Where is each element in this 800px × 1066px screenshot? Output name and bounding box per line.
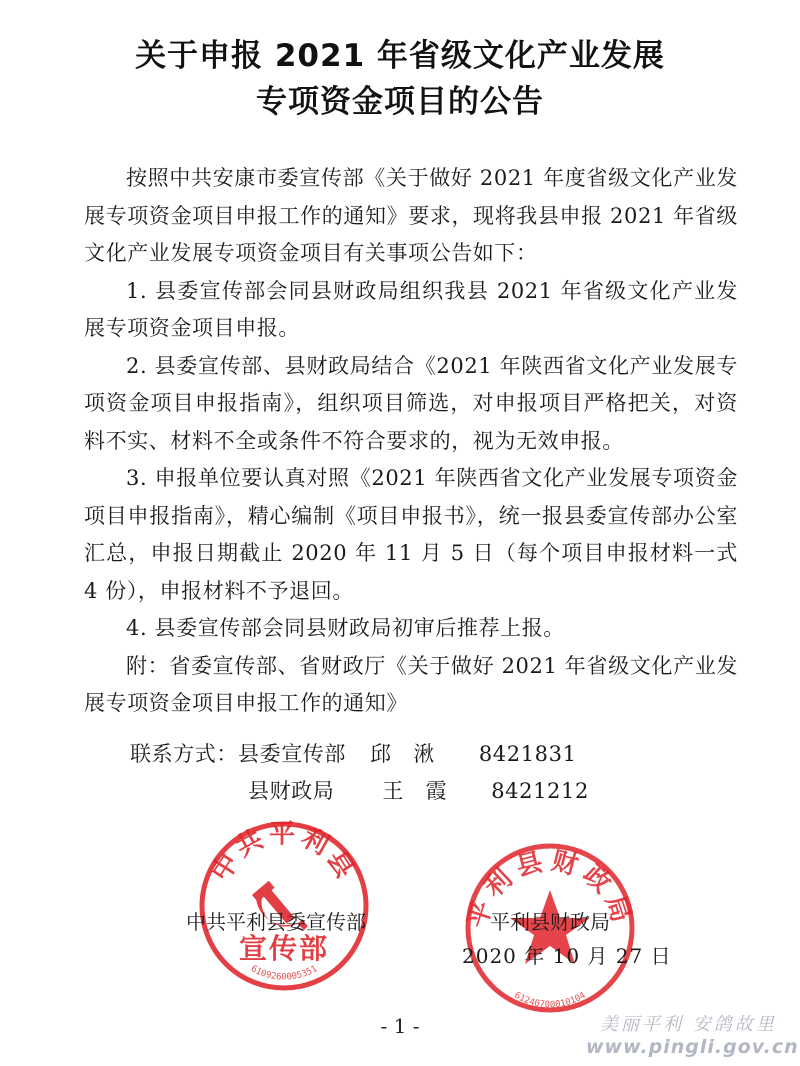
contact-phone: 8421831 [478, 742, 577, 766]
page-number: - 1 - [380, 1014, 420, 1038]
paragraph-item-4: 4. 县委宣传部会同县财政局初审后推荐上报。 [126, 616, 565, 640]
signature-date: 2020 年 10 月 27 日 [462, 944, 672, 968]
contact-org: 县财政局 [248, 779, 335, 803]
svg-text:中共平利县: 中共平利县 [205, 819, 363, 887]
contact-name: 王 霞 [382, 779, 448, 803]
svg-text:宣传部: 宣传部 [238, 932, 330, 965]
paragraph-item-2: 2. 县委宣传部、县财政局结合《2021 年陕西省文化产业发展专项资金项目申报指南》，组织项目筛选，对申报项目严格把关，对资料不实、材料不全或条件不符合要求的，视为无效申报。 [84, 353, 738, 453]
contact-phone: 8421212 [491, 779, 589, 803]
contact-org: 县委宣传部 [238, 742, 346, 766]
contact-label: 联系方式： [130, 742, 238, 766]
contact-row-2 [248, 775, 589, 805]
signature-propaganda-department: 中共平利县委宣传部 [186, 910, 366, 934]
svg-text:平利县财政局: 平利县财政局 [462, 845, 638, 932]
signature-finance-bureau: 平利县财政局 [490, 910, 610, 934]
watermark-url: www.pingli.gov.cn [586, 1036, 799, 1058]
document-body [84, 160, 738, 723]
paragraph-item-3: 3. 申报单位要认真对照《2021 年陕西省文化产业发展专项资金项目申报指南》，精心编制《项目申报书》，统一报县委宣传部办公室汇总，申报日期截止 2020 年 11 月 5 日（每个项目申报材料一式 4 份），申报材料不予退回。 [84, 466, 738, 603]
contact-name: 邱 湫 [370, 742, 435, 766]
contact-row-1 [130, 738, 577, 768]
paragraph-intro: 按照中共安康市委宣传部《关于做好 2021 年度省级文化产业发展专项资金项目申报工作的通知》要求，现将我县申报 2021 年省级文化产业发展专项资金项目有关事项公告如下： [84, 166, 738, 265]
paragraph-item-1: 1. 县委宣传部会同县财政局组织我县 2021 年省级文化产业发展专项资金项目申报。 [84, 278, 738, 340]
watermark-slogan: 美丽平利 安鸽故里 [600, 1014, 777, 1035]
svg-text:6109260005351: 6109260005351 [248, 964, 320, 983]
paragraph-attachment: 附：省委宣传部、省财政厅《关于做好 2021 年省级文化产业发展专项资金项目申报工作的通知》 [84, 653, 738, 715]
document-title-line2: 专项资金项目的公告 [256, 84, 544, 120]
svg-text:61240700010104: 61240700010104 [512, 990, 588, 1011]
document-title-line1: 关于申报 2021 年省级文化产业发展 [135, 38, 665, 74]
